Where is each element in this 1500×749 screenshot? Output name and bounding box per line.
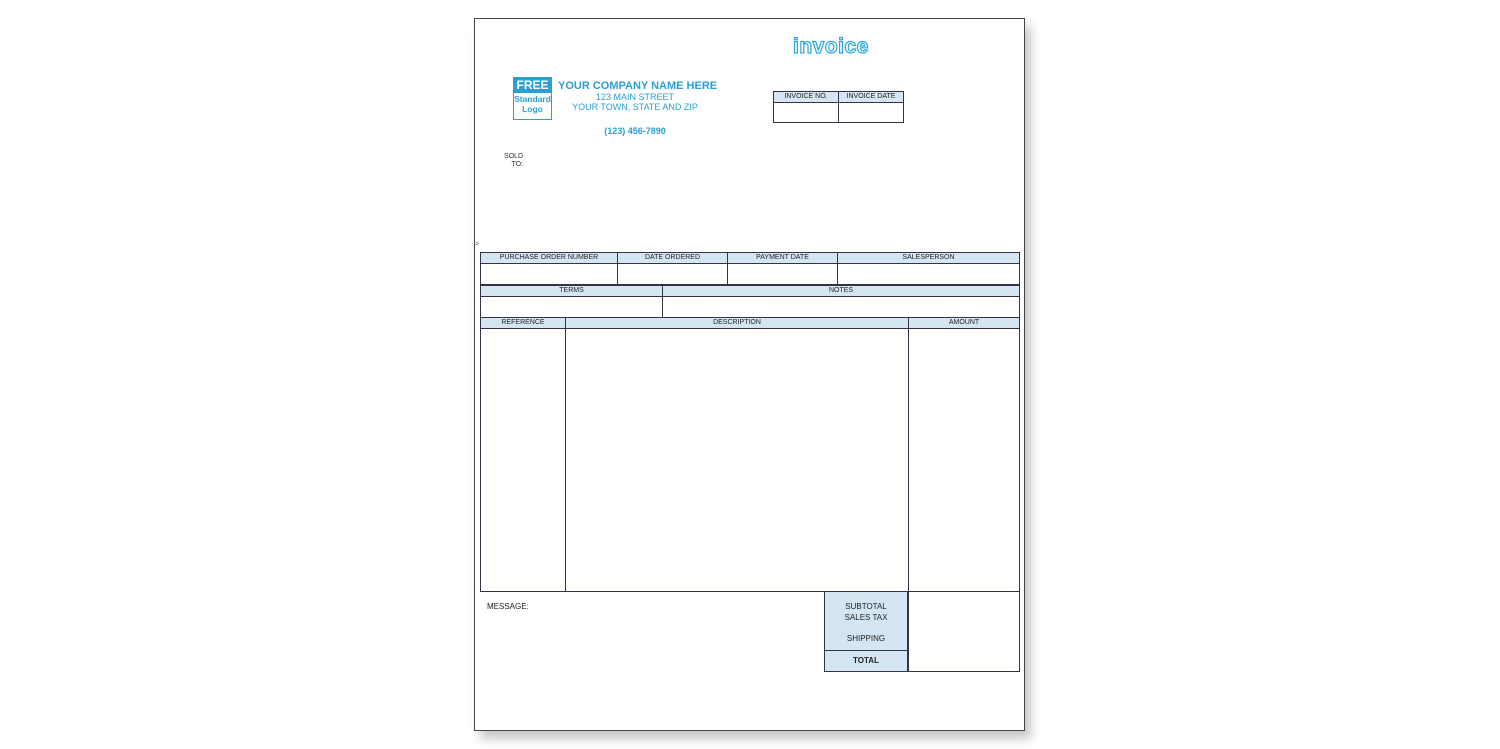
invoice-date-header: INVOICE DATE <box>838 91 904 103</box>
payment-date-field[interactable] <box>727 263 838 285</box>
sold-label: SOLD <box>503 153 523 160</box>
date-ordered-field[interactable] <box>617 263 728 285</box>
logo-line-2: Logo <box>522 104 543 114</box>
salesperson-header: SALESPERSON <box>837 252 1020 264</box>
notes-field[interactable] <box>662 296 1020 318</box>
company-street: 123 MAIN STREET <box>595 92 675 102</box>
company-name: YOUR COMPANY NAME HERE <box>558 80 718 92</box>
sold-to-label <box>497 153 523 169</box>
company-logo <box>513 77 552 120</box>
amount-column[interactable] <box>908 328 1020 592</box>
sales-tax-label: SALES TAX <box>844 613 888 622</box>
message-label: MESSAGE: <box>487 602 529 611</box>
reference-column[interactable] <box>480 328 566 592</box>
po-number-field[interactable] <box>480 263 618 285</box>
fold-mark: > <box>475 241 480 248</box>
terms-field[interactable] <box>480 296 663 318</box>
sold-to-field[interactable] <box>525 151 787 233</box>
total-label: TOTAL <box>853 656 879 665</box>
amount-header: AMOUNT <box>908 317 1020 329</box>
totals-value-field[interactable] <box>908 591 1020 672</box>
logo-text <box>514 94 551 114</box>
invoice-title: invoice <box>793 35 869 58</box>
to-label: TO: <box>511 161 523 168</box>
company-phone: (123) 456-7890 <box>604 126 666 136</box>
totals-labels-box <box>824 591 908 651</box>
date-ordered-header: DATE ORDERED <box>617 252 728 264</box>
company-city: YOUR TOWN, STATE AND ZIP <box>572 102 698 112</box>
shipping-label: SHIPPING <box>846 634 886 643</box>
logo-badge: FREE <box>514 78 551 93</box>
notes-header: NOTES <box>662 285 1020 297</box>
invoice-date-field[interactable] <box>838 102 904 123</box>
payment-date-header: PAYMENT DATE <box>727 252 838 264</box>
subtotal-label: SUBTOTAL <box>845 602 887 611</box>
description-column[interactable] <box>565 328 909 592</box>
invoice-no-header: INVOICE NO. <box>773 91 839 103</box>
invoice-sheet <box>474 18 1025 731</box>
salesperson-field[interactable] <box>837 263 1020 285</box>
invoice-no-field[interactable] <box>773 102 839 123</box>
logo-line-1: Standard <box>514 94 551 104</box>
total-label-box <box>824 650 908 672</box>
reference-header: REFERENCE <box>480 317 566 329</box>
terms-header: TERMS <box>480 285 663 297</box>
description-header: DESCRIPTION <box>565 317 909 329</box>
po-number-header: PURCHASE ORDER NUMBER <box>480 252 618 264</box>
